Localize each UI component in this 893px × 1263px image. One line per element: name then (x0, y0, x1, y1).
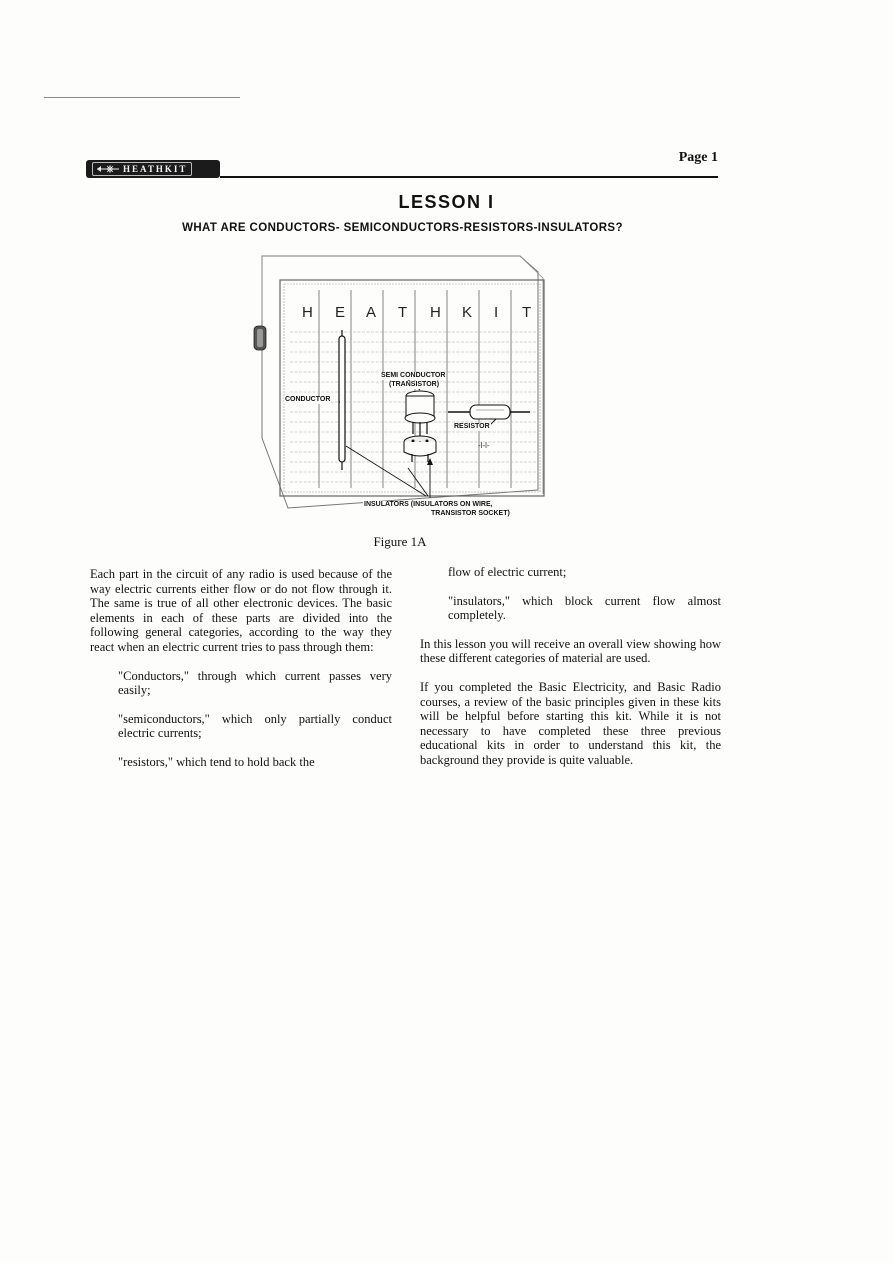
heathkit-logo (86, 160, 220, 178)
label-conductor: CONDUCTOR (285, 396, 331, 403)
intro-paragraph: Each part in the circuit of any radio is used because of the way electric currents either flow or do not flow through it. The same is true of all other electronic devices. The basic elements in each of these parts are divided into the following general categories, according to the way they react when an electric current tries to pass through them: (90, 567, 392, 654)
panel-letter-h2: H (430, 304, 441, 321)
lesson-subtitle: WHAT ARE CONDUCTORS- SEMICONDUCTORS-RESISTORS-INSULATORS? (182, 222, 623, 234)
label-semiconductor: SEMI CONDUCTOR (381, 372, 446, 379)
label-transistor-socket: TRANSISTOR SOCKET) (431, 510, 510, 517)
svg-text:-l-l-: -l-l- (478, 441, 490, 450)
figure-caption: Figure 1A (373, 534, 427, 549)
header-rule (220, 176, 718, 178)
body-column-right (420, 565, 721, 768)
top-scan-rule (44, 97, 240, 98)
panel-letter-h: H (302, 304, 313, 321)
semiconductors-item: "semiconductors," which only partially conduct electric currents; (118, 711, 392, 741)
panel-letter-k: K (462, 304, 473, 321)
page-number: Page 1 (678, 150, 718, 165)
resistors-item: "resistors," which tend to hold back the (118, 754, 315, 769)
resistors-continued: flow of electric current; (448, 565, 567, 579)
panel-letter-t2: T (522, 304, 532, 321)
logo-text: HEATHKIT (123, 164, 188, 174)
label-insulators: INSULATORS (INSULATORS ON WIRE, (364, 501, 493, 508)
insulators-item: "insulators," which block current flow almost completely. (448, 593, 721, 623)
previous-courses-paragraph: If you completed the Basic Electricity, and Basic Radio courses, a review of the basic principles given in these kits will be helpful before starting this kit. While it is not necessary to have completed these three previous educational kits in order to understand this kit, the background they provide is quite valuable. (420, 679, 721, 767)
figure-1a-illustration (248, 250, 558, 525)
panel-letter-a: A (366, 304, 377, 321)
panel-letter-e: E (335, 304, 346, 321)
lesson-title: LESSON I (398, 192, 495, 212)
logo-arrow-icon (97, 165, 119, 173)
body-column-left (90, 567, 392, 770)
panel-letter-t: T (398, 304, 408, 321)
lesson-view-paragraph: In this lesson you will receive an overall view showing how these different categories of material are used. (420, 636, 721, 666)
label-resistor: RESISTOR (454, 423, 490, 430)
page-header (86, 150, 718, 178)
conductors-item: "Conductors," through which current passes very easily; (118, 668, 392, 698)
label-transistor: (TRANSISTOR) (389, 381, 440, 388)
panel-letter-i: I (494, 304, 499, 321)
